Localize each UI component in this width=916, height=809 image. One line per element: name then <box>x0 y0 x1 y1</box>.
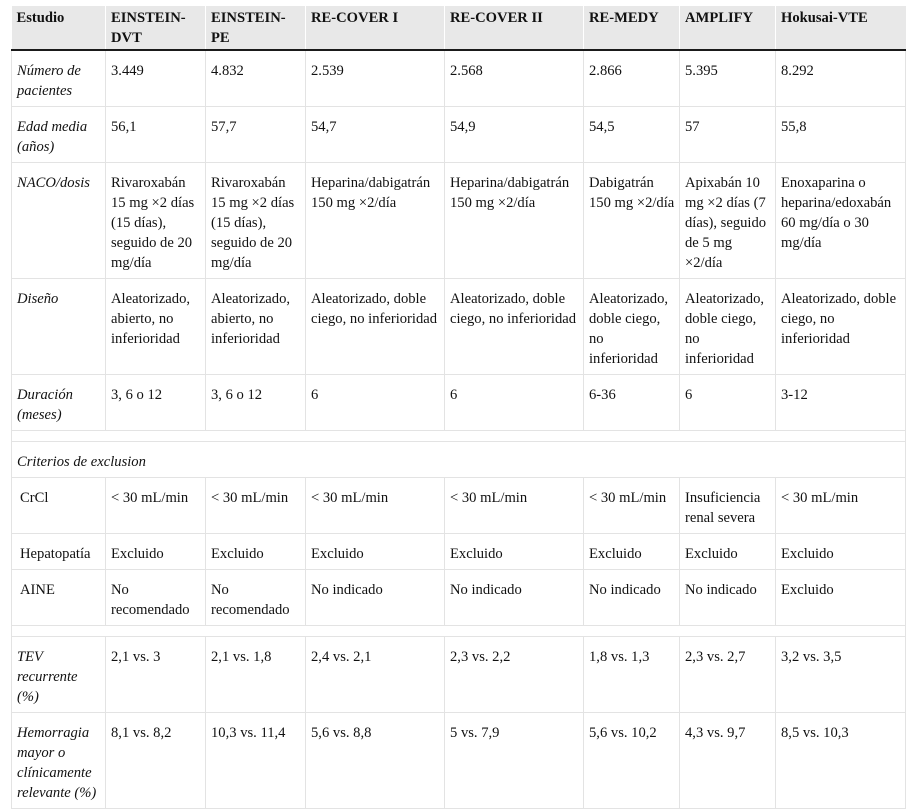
row-label: Número de pacientes <box>12 50 106 107</box>
table-cell: 3, 6 o 12 <box>106 375 206 431</box>
table-cell: 6 <box>445 375 584 431</box>
table-cell: Heparina/dabigatrán 150 mg ×2/día <box>306 163 445 279</box>
row-edad-media <box>12 107 906 163</box>
table-cell: 1,8 vs. 1,3 <box>584 637 680 713</box>
table-cell: 2,1 vs. 3 <box>106 637 206 713</box>
table-cell: < 30 mL/min <box>445 478 584 534</box>
table-cell: No indicado <box>680 570 776 626</box>
table-cell: Aleatorizado, abierto, no inferioridad <box>106 279 206 375</box>
row-label: Hemorragia mayor o clínicamente relevante (%) <box>12 713 106 809</box>
table-cell: Rivaroxabán 15 mg ×2 días (15 días), seguido de 20 mg/día <box>106 163 206 279</box>
table-cell: 4.832 <box>206 50 306 107</box>
table-cell: 57 <box>680 107 776 163</box>
table-cell: Excluido <box>445 534 584 570</box>
table-cell: Aleatorizado, doble ciego, no inferioridad <box>306 279 445 375</box>
row-label: Edad media (años) <box>12 107 106 163</box>
row-naco-dosis <box>12 163 906 279</box>
row-diseno <box>12 279 906 375</box>
table-cell: Heparina/dabigatrán 150 mg ×2/día <box>445 163 584 279</box>
table-cell: 2,4 vs. 2,1 <box>306 637 445 713</box>
row-hepatopatia <box>12 534 906 570</box>
table-cell: Excluido <box>106 534 206 570</box>
row-label: Duración (meses) <box>12 375 106 431</box>
table-cell: 10,3 vs. 11,4 <box>206 713 306 809</box>
table-cell: 4,3 vs. 9,7 <box>680 713 776 809</box>
table-cell: 3-12 <box>776 375 906 431</box>
table-cell: 57,7 <box>206 107 306 163</box>
table-cell: 6 <box>306 375 445 431</box>
table-cell: No recomendado <box>206 570 306 626</box>
table-cell: No recomendado <box>106 570 206 626</box>
row-numero-pacientes <box>12 50 906 107</box>
table-cell: 54,7 <box>306 107 445 163</box>
table-cell: 2.568 <box>445 50 584 107</box>
table-cell: Aleatorizado, doble ciego, no inferioridad <box>776 279 906 375</box>
table-cell: Apixabán 10 mg ×2 días (7 días), seguido de 5 mg ×2/día <box>680 163 776 279</box>
table-cell: Excluido <box>206 534 306 570</box>
header-einstein-pe: EINSTEIN-PE <box>206 6 306 50</box>
header-hokusai-vte: Hokusai-VTE <box>776 6 906 50</box>
row-label: NACO/dosis <box>12 163 106 279</box>
table-cell: 5,6 vs. 8,8 <box>306 713 445 809</box>
comparison-table <box>11 6 906 809</box>
table-cell: 8,5 vs. 10,3 <box>776 713 906 809</box>
row-label: Diseño <box>12 279 106 375</box>
table-cell: 54,9 <box>445 107 584 163</box>
header-re-cover-i: RE-COVER I <box>306 6 445 50</box>
table-cell: 8.292 <box>776 50 906 107</box>
row-label: TEV recurrente (%) <box>12 637 106 713</box>
header-re-medy: RE-MEDY <box>584 6 680 50</box>
table-header <box>12 6 906 50</box>
table-cell: 2.866 <box>584 50 680 107</box>
row-duracion <box>12 375 906 431</box>
header-amplify: AMPLIFY <box>680 6 776 50</box>
table-cell: Dabigatrán 150 mg ×2/día <box>584 163 680 279</box>
row-tev-recurrente <box>12 637 906 713</box>
table-cell: 3.449 <box>106 50 206 107</box>
section-title: Criterios de exclusion <box>12 442 906 478</box>
table-cell: Aleatorizado, doble ciego, no inferioridad <box>445 279 584 375</box>
row-hemorragia <box>12 713 906 809</box>
row-label: Hepatopatía <box>12 534 106 570</box>
table-cell: Rivaroxabán 15 mg ×2 días (15 días), seguido de 20 mg/día <box>206 163 306 279</box>
table-cell: < 30 mL/min <box>306 478 445 534</box>
table-cell: No indicado <box>306 570 445 626</box>
table-cell: Excluido <box>680 534 776 570</box>
table-cell: < 30 mL/min <box>106 478 206 534</box>
table-cell: 6 <box>680 375 776 431</box>
table-cell: Insuficiencia renal severa <box>680 478 776 534</box>
table-cell: Aleatorizado, doble ciego, no inferioridad <box>584 279 680 375</box>
row-label: CrCl <box>12 478 106 534</box>
table-cell: Enoxaparina o heparina/edoxabán 60 mg/día o 30 mg/día <box>776 163 906 279</box>
table-cell: 5 vs. 7,9 <box>445 713 584 809</box>
table-cell: 6-36 <box>584 375 680 431</box>
row-aine <box>12 570 906 626</box>
table-cell: Aleatorizado, abierto, no inferioridad <box>206 279 306 375</box>
table-cell: < 30 mL/min <box>584 478 680 534</box>
spacer-cell <box>12 431 906 442</box>
spacer-row <box>12 431 906 442</box>
table-cell: 5,6 vs. 10,2 <box>584 713 680 809</box>
table-cell: Excluido <box>584 534 680 570</box>
table-cell: 5.395 <box>680 50 776 107</box>
table-cell: 2,1 vs. 1,8 <box>206 637 306 713</box>
section-row-exclusion <box>12 442 906 478</box>
table-cell: 3,2 vs. 3,5 <box>776 637 906 713</box>
header-row <box>12 6 906 50</box>
row-crcl <box>12 478 906 534</box>
table-cell: Excluido <box>776 534 906 570</box>
table-cell: Aleatorizado, doble ciego, no inferioridad <box>680 279 776 375</box>
header-einstein-dvt: EINSTEIN-DVT <box>106 6 206 50</box>
table-cell: Excluido <box>776 570 906 626</box>
table-cell: < 30 mL/min <box>776 478 906 534</box>
table-cell: 55,8 <box>776 107 906 163</box>
table-cell: 2,3 vs. 2,2 <box>445 637 584 713</box>
table-cell: 8,1 vs. 8,2 <box>106 713 206 809</box>
table-cell: Excluido <box>306 534 445 570</box>
row-label: AINE <box>12 570 106 626</box>
table-cell: 2,3 vs. 2,7 <box>680 637 776 713</box>
spacer-row <box>12 626 906 637</box>
table-cell: < 30 mL/min <box>206 478 306 534</box>
table-cell: 3, 6 o 12 <box>206 375 306 431</box>
header-re-cover-ii: RE-COVER II <box>445 6 584 50</box>
table-cell: 2.539 <box>306 50 445 107</box>
table-cell: No indicado <box>584 570 680 626</box>
table-cell: 54,5 <box>584 107 680 163</box>
table-cell: 56,1 <box>106 107 206 163</box>
table-cell: No indicado <box>445 570 584 626</box>
header-estudio: Estudio <box>12 6 106 50</box>
spacer-cell <box>12 626 906 637</box>
